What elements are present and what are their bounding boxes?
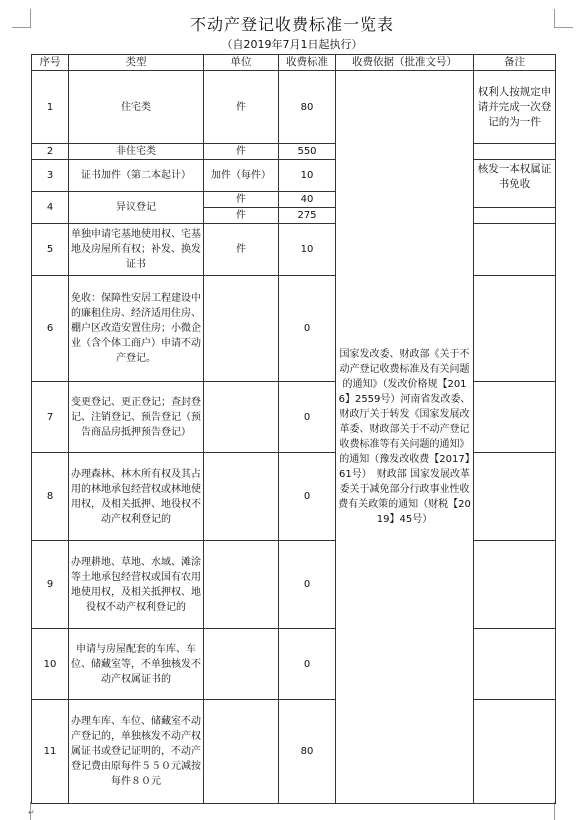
row-unit [204,700,279,804]
row-standard: 0 [279,541,336,629]
row-category: 单独申请宅基地使用权、宅基地及房屋所有权；补发、换发证书 [69,224,204,276]
header-category: 类型 [69,55,204,71]
row-standard: 0 [279,453,336,541]
remark-empty [474,208,556,224]
row-category: 免收：保障性安居工程建设中的廉租住房、经济适用住房、棚户区改造安置住房；小微企业（含个体工商户）申请不动产登记。 [69,276,204,382]
row-standard: 10 [279,224,336,276]
remark-empty [474,276,556,382]
table-row [32,224,556,276]
row-standard: 550 [279,144,336,160]
table-row [32,276,556,382]
remark-certificate-free: 核发一本权属证书免收 [474,160,556,208]
row-standard: 40 [279,192,336,208]
remark-empty [474,453,556,541]
document-subtitle: （自2019年7月1日起执行） [221,38,363,51]
fee-table [31,54,556,804]
row-no: 6 [32,276,69,382]
row-unit: 件 [204,224,279,276]
row-category: 非住宅类 [69,144,204,160]
row-no: 10 [32,629,69,700]
table-row [32,71,556,144]
row-category: 办理森林、林木所有权及其占用的林地承包经营权或林地使用权，及相关抵押、地役权不动产权利登记的 [69,453,204,541]
row-standard: 0 [279,382,336,453]
row-category: 异议登记 [69,192,204,224]
row-unit [204,382,279,453]
remark-one-registration: 权利人按规定申请并完成一次登记的为一件 [474,71,556,144]
crop-mark-top-right [554,9,573,28]
row-standard: 0 [279,629,336,700]
header-unit: 单位 [204,55,279,71]
row-no: 5 [32,224,69,276]
crop-mark-bottom-right [554,802,573,820]
table-row [32,700,556,804]
table-row [32,160,556,192]
row-category: 办理耕地、草地、水域、滩涂等土地承包经营权或国有农用地使用权，及相关抵押权、地役权不动产权利登记的 [69,541,204,629]
row-no: 1 [32,71,69,144]
row-unit: 件 [204,192,279,208]
table-row [32,629,556,700]
row-unit [204,541,279,629]
row-unit: 件 [204,144,279,160]
header-standard: 收费标准 [279,55,336,71]
row-standard: 275 [279,208,336,224]
row-category: 申请与房屋配套的车库、车位、储藏室等，不单独核发不动产权属证书的 [69,629,204,700]
row-no: 8 [32,453,69,541]
row-category: 变更登记、更正登记；查封登记、注销登记、预告登记（预告商品房抵押预告登记） [69,382,204,453]
row-no: 4 [32,192,69,224]
row-category: 办理车库、车位、储藏室不动产登记的，单独核发不动产权属证书或登记证明的，不动产登记费由原每件５５０元减按每件８０元 [69,700,204,804]
row-no: 7 [32,382,69,453]
remark-empty [474,382,556,453]
row-category: 证书加件（第二本起计） [69,160,204,192]
remark-empty [474,224,556,276]
row-no: 3 [32,160,69,192]
header-basis: 收费依据（批准文号） [336,55,474,71]
paragraph-mark: ↵ [28,808,35,817]
remark-empty [474,629,556,700]
table-row [32,144,556,160]
row-no: 9 [32,541,69,629]
table-row [32,541,556,629]
row-unit [204,276,279,382]
header-remark: 备注 [474,55,556,71]
row-category: 住宅类 [69,71,204,144]
row-standard: 80 [279,71,336,144]
row-standard: 0 [279,276,336,382]
document-title: 不动产登记收费标准一览表 [189,15,394,34]
row-unit: 件 [204,208,279,224]
row-no: 11 [32,700,69,804]
remark-empty [474,541,556,629]
row-unit: 加件（每件） [204,160,279,192]
row-no: 2 [32,144,69,160]
header-no: 序号 [32,55,69,71]
crop-mark-top-left [12,9,31,28]
table-row [32,453,556,541]
fee-basis-cell: 国家发改委、财政部《关于不动产登记收费标准及有关问题的通知》（发改价格规【2016】2559号）河南省发改委、财政厅关于转发《国家发展改革委、财政部关于不动产登记收费标准等有关问题的通知》的通知（豫发改收费【2017】61号） 财政部 国家发展改革委关于减免部分行政事业性收费有关政策的通知（财税【2019】45号） [336,71,474,804]
row-unit [204,453,279,541]
row-standard: 10 [279,160,336,192]
remark-empty [474,700,556,804]
table-row [32,382,556,453]
row-standard: 80 [279,700,336,804]
remark-empty [474,144,556,160]
row-unit [204,629,279,700]
table-header-row [32,55,556,71]
row-unit: 件 [204,71,279,144]
